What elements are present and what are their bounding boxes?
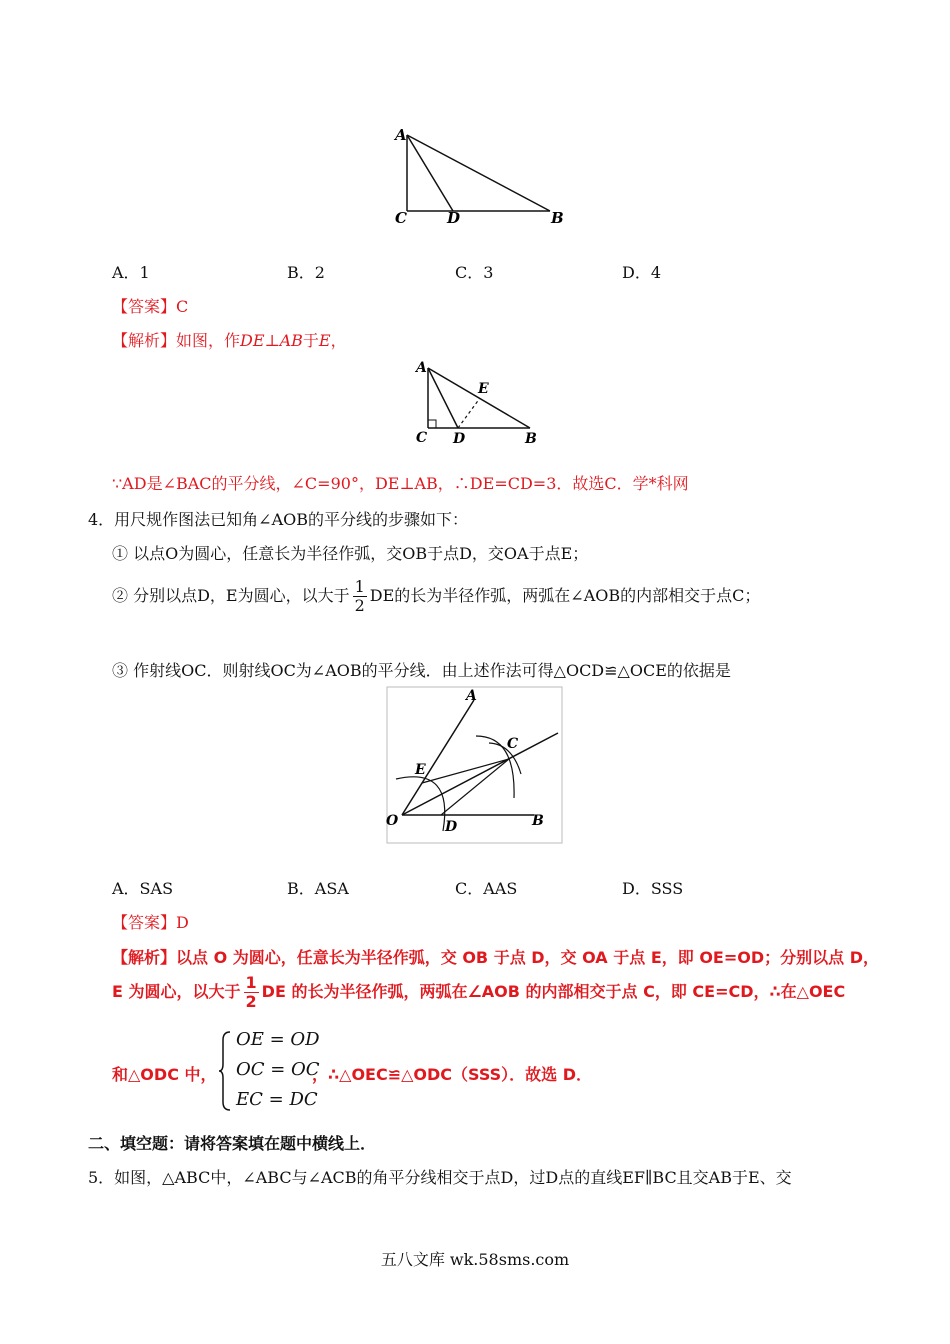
label-a: A (466, 688, 477, 704)
label-e: E (415, 762, 426, 778)
figure-triangle-perpendicular (408, 356, 548, 451)
analysis-tag: 【解析】 (112, 948, 177, 967)
label-c: C (395, 209, 407, 227)
label-d: D (445, 819, 458, 835)
section-heading: 二、填空题：请将答案填在题中横线上． (88, 1134, 377, 1153)
step2-after: DE的长为半径作弧，两弧在∠AOB的内部相交于点C； (369, 586, 761, 605)
q3-option-c: C．3 (455, 263, 494, 282)
system-row-3: EC = DC (236, 1089, 318, 1110)
analysis-text: 以点 O 为圆心，任意长为半径作弧，交 OB 于点 D，交 OA 于点 E，即 OE=OD；分别以点 D， (176, 948, 879, 967)
answer-value: C (176, 297, 189, 316)
label-b: B (532, 813, 544, 829)
q3-option-d: D．4 (622, 263, 662, 282)
fraction-half: $\frac{1}{2}$ (245, 973, 257, 1011)
analysis-end: ， (330, 331, 347, 350)
q4-option-a: A．SAS (112, 879, 174, 898)
q3-option-a: A．1 (112, 263, 150, 282)
label-a: A (395, 126, 407, 144)
q4-analysis-line3-after: ，∴△OEC≌△ODC（SSS）．故选 D． (312, 1065, 593, 1084)
q3-analysis (112, 328, 347, 351)
q3-option-b: B．2 (287, 263, 325, 282)
q4-analysis-line3-before: 和△ODC 中， (112, 1065, 217, 1084)
analysis-line2-before: E 为圆心，以大于 (112, 982, 241, 1001)
q4-analysis-line2 (112, 974, 845, 1011)
q4-step1: ① 以点O为圆心，任意长为半径作弧，交OB于点D，交OA于点E； (112, 544, 589, 563)
answer-value: D (176, 913, 189, 932)
answer-tag: 【答案】 (112, 297, 177, 316)
label-b: B (551, 209, 564, 227)
q4-step2 (112, 578, 760, 615)
analysis-tag: 【解析】 (112, 331, 177, 350)
label-a: A (416, 360, 427, 376)
system-row-2: OC = OC (236, 1059, 320, 1080)
system-row-1: OE = OD (236, 1029, 320, 1050)
q3-answer (112, 294, 188, 317)
q4-option-d: D．SSS (622, 879, 684, 898)
answer-tag: 【答案】 (112, 913, 177, 932)
label-b: B (525, 431, 537, 447)
figure-angle-bisector (386, 686, 564, 846)
q4-option-c: C．AAS (455, 879, 518, 898)
footer-watermark: 五八文库 wk.58sms.com (380, 1250, 570, 1269)
q4-option-b: B．ASA (287, 879, 349, 898)
analysis-mid: 于 (302, 331, 319, 350)
label-o: O (386, 813, 399, 829)
q4-analysis-line1 (112, 945, 879, 968)
label-d: D (447, 209, 461, 227)
analysis-expr: DE⊥AB (240, 331, 303, 350)
fraction-half: $\frac{1}{2}$ (354, 577, 365, 615)
label-e: E (478, 381, 489, 397)
analysis-point: E (318, 331, 331, 350)
q4-stem: 4．用尺规作图法已知角∠AOB的平分线的步骤如下： (88, 510, 469, 529)
label-d: D (453, 431, 466, 447)
analysis-lead: 如图，作 (176, 331, 241, 350)
label-c: C (507, 736, 519, 752)
analysis-line2-after: DE 的长为半径作弧，两弧在∠AOB 的内部相交于点 C，即 CE=CD，∴在△OEC (261, 982, 846, 1001)
q4-answer (112, 910, 189, 933)
step2-before: ② 分别以点D，E为圆心，以大于 (112, 586, 350, 605)
label-c: C (416, 430, 428, 446)
q4-step3: ③ 作射线OC．则射线OC为∠AOB的平分线．由上述作法可得△OCD≌△OCE的依据是 (112, 661, 731, 680)
q5-stem: 5．如图，△ABC中，∠ABC与∠ACB的角平分线相交于点D，过D点的直线EF∥BC且交AB于E、交 (88, 1168, 792, 1187)
figure-triangle-abc (385, 120, 575, 235)
brace-icon (218, 1030, 232, 1112)
q3-conclusion: ∵AD是∠BAC的平分线，∠C=90°，DE⊥AB，∴DE=CD=3．故选C．学*科网 (112, 474, 689, 493)
